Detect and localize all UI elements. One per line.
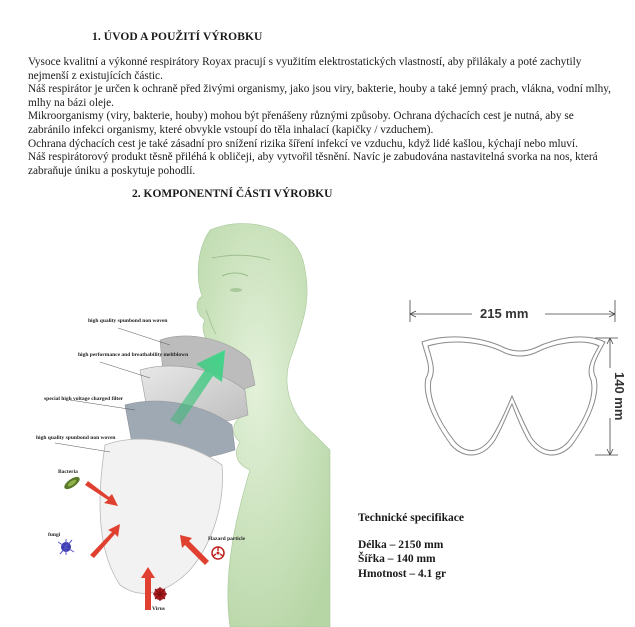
spec-weight: Hmotnost – 4.1 gr bbox=[358, 567, 447, 580]
mask-outline bbox=[422, 337, 605, 455]
particle-label: Bacteria bbox=[58, 469, 78, 475]
width-dimension-label: 215 mm bbox=[480, 306, 529, 321]
intro-paragraph: Náš respirátorový produkt těsně přiléhá k obličeji, aby vytvořil těsnění. Navíc je zabudována nastavitelná svorka na nos, která zabraňuje úniku a poskytuje pohodlí. bbox=[28, 151, 598, 177]
height-dimension-label: 140 mm bbox=[612, 372, 627, 421]
intro-paragraph: Mikroorganismy (viry, bakterie, houby) mohou být přenášeny různými způsoby. Ochrana dýchacích cest je nutná, aby se zabránilo infekci organismy, které obvykle vstoupí do těla inhalací (kapičky / vzduchem). bbox=[28, 110, 574, 136]
section-heading-components: 2. KOMPONENTNÍ ČÁSTI VÝROBKU bbox=[132, 188, 333, 200]
hazard-icon bbox=[212, 547, 224, 559]
intro-paragraph: Ochrana dýchacích cest je také zásadní pro snížení rizika šíření infekcí ve vzduchu, když lidé kašlou, kýchají nebo mluví. bbox=[28, 137, 578, 150]
virus-icon bbox=[153, 587, 167, 601]
intro-paragraph: Vysoce kvalitní a výkonné respirátory Royax pracují s využitím elektrostatických vlastností, aby přilákaly a poté zachytily nejmenší z existujících částic. bbox=[28, 56, 582, 82]
layer-label: high quality spunbond non woven bbox=[88, 318, 168, 324]
particle-label: Virus bbox=[152, 606, 165, 612]
intro-paragraph: Náš respirátor je určen k ochraně před živými organismy, jako jsou viry, bakterie, houby a také jemný prach, vlákna, vodní mlhy, mlhy na bázi oleje. bbox=[28, 83, 611, 109]
particle-label: Hazard particle bbox=[208, 536, 246, 542]
intro-text bbox=[28, 56, 618, 178]
dimension-lines bbox=[410, 300, 618, 455]
specs-title: Technické specifikace bbox=[358, 512, 464, 524]
spec-length: Délka – 2150 mm bbox=[358, 538, 444, 551]
spec-width: Šířka – 140 mm bbox=[358, 553, 436, 565]
mask-dimension-drawing bbox=[400, 300, 625, 470]
fungi-icon bbox=[58, 539, 74, 555]
layer-label: high quality spunbond non woven bbox=[36, 435, 116, 441]
mask-layers-illustration bbox=[0, 210, 330, 627]
layer-label: special high voltage charged filter bbox=[44, 396, 124, 402]
technical-specifications bbox=[358, 511, 464, 581]
layer-label: high performance and breathability meltblown bbox=[78, 352, 189, 358]
bacteria-icon bbox=[62, 475, 81, 492]
section-heading-intro: 1. ÚVOD A POUŽITÍ VÝROBKU bbox=[92, 31, 263, 43]
particle-label: fungi bbox=[48, 532, 61, 538]
